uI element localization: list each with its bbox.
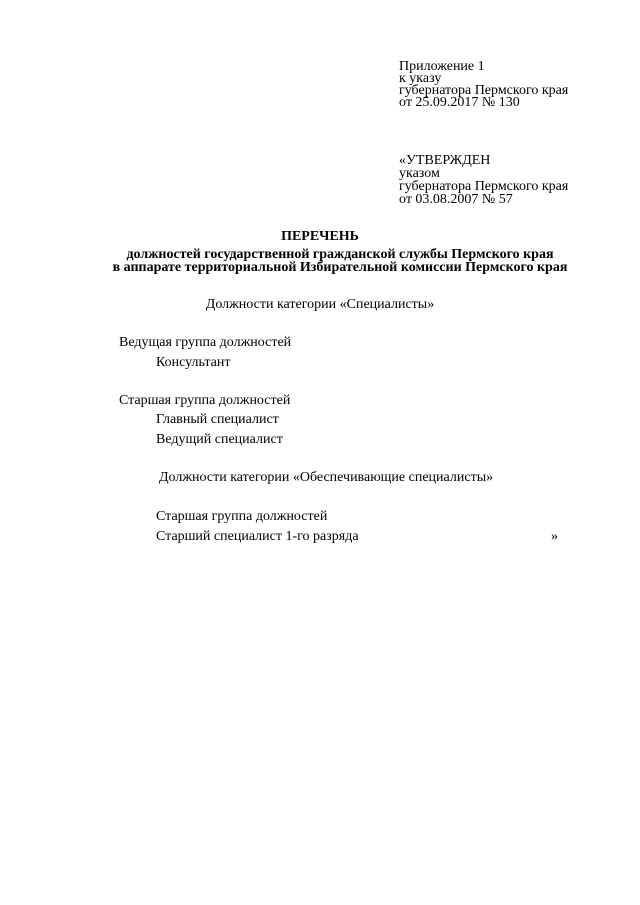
category-support-specialists-heading: Должности категории «Обеспечивающие специалисты» — [159, 470, 494, 485]
appendix-line: от 25.09.2017 № 130 — [399, 95, 520, 110]
approval-line: от 03.08.2007 № 57 — [399, 192, 513, 207]
subtitle-line-2: в аппарате территориальной Избирательной комиссии Пермского края — [112, 260, 568, 275]
document-subtitle — [70, 248, 610, 274]
approval-line: губернатора Пермского края — [399, 179, 569, 194]
appendix-block — [399, 61, 619, 109]
appendix-line: Приложение 1 — [399, 59, 485, 74]
group-heading-leading: Ведущая группа должностей — [119, 335, 292, 350]
group-heading-senior: Старшая группа должностей — [119, 393, 291, 408]
subtitle-line-1: должностей государственной гражданской службы Пермского края — [126, 247, 554, 262]
position-item: Консультант — [156, 355, 231, 370]
position-item: Ведущий специалист — [156, 432, 283, 447]
group-heading-senior-support: Старшая группа должностей — [156, 509, 328, 524]
closing-quote-mark: » — [551, 529, 558, 544]
appendix-line: губернатора Пермского края — [399, 83, 569, 98]
position-item: Главный специалист — [156, 412, 279, 427]
document-title: ПЕРЕЧЕНЬ — [281, 229, 359, 244]
category-specialists-heading: Должности категории «Специалисты» — [205, 297, 435, 312]
position-item: Старший специалист 1-го разряда — [156, 529, 359, 544]
approval-line: «УТВЕРЖДЕН — [399, 153, 491, 168]
approval-line: указом — [399, 166, 440, 181]
approval-block — [399, 154, 619, 206]
appendix-line: к указу — [399, 71, 442, 86]
